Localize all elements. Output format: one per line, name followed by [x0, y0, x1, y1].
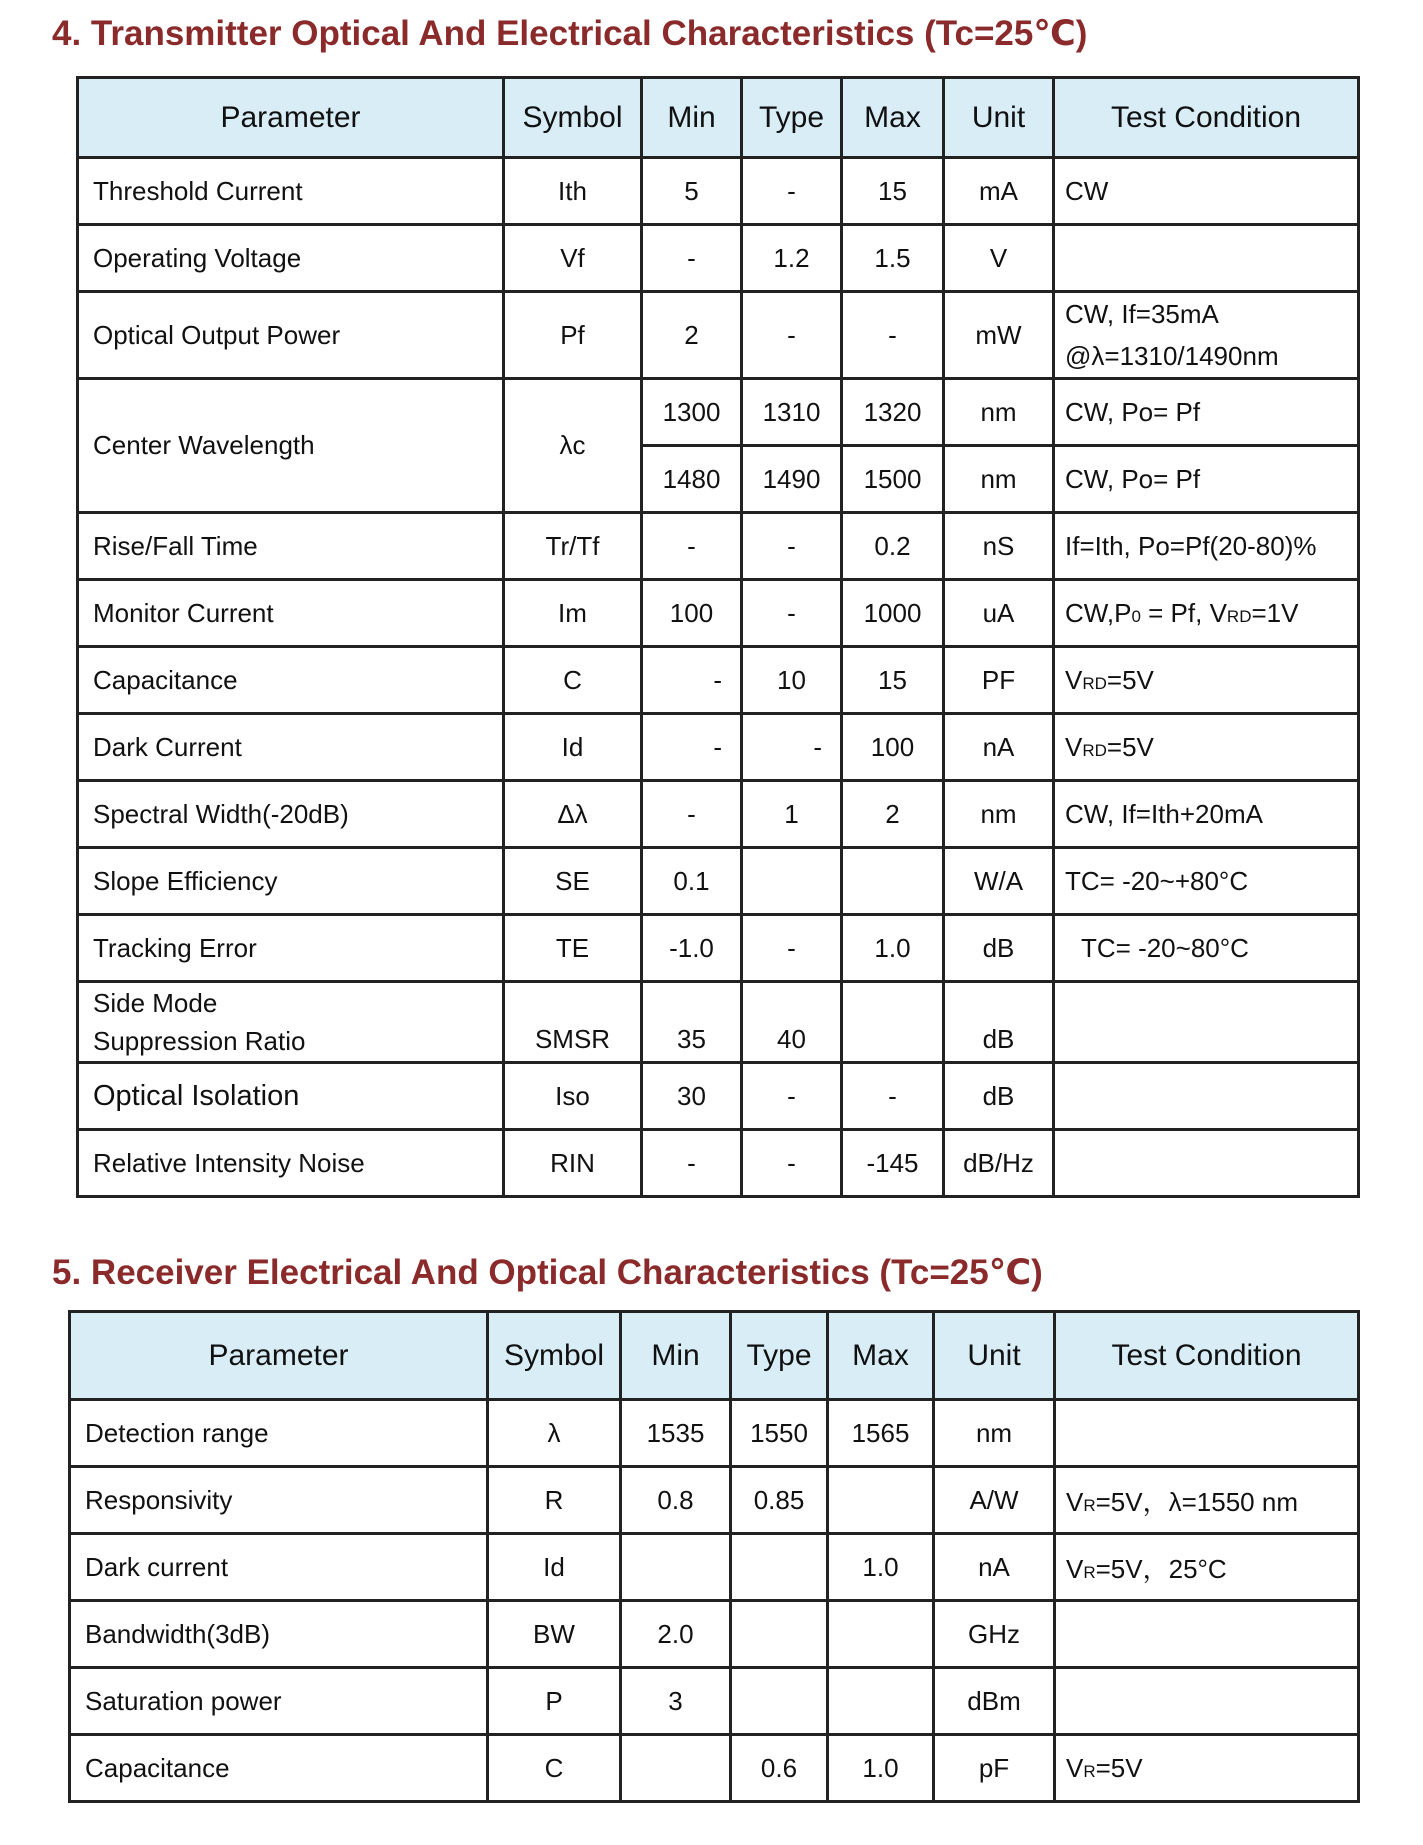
column-header-min: Min	[642, 78, 742, 158]
max-cell: -145	[842, 1130, 944, 1197]
condition-cell: CW, Po= Pf	[1054, 379, 1359, 446]
max-cell: 1000	[842, 580, 944, 647]
column-header-test-condition: Test Condition	[1054, 78, 1359, 158]
max-cell: 15	[842, 647, 944, 714]
table-row	[78, 982, 1359, 1063]
condition-subscript: R	[1083, 1761, 1096, 1781]
table-row	[78, 580, 1359, 647]
table-row	[78, 915, 1359, 982]
min-cell: 1535	[621, 1400, 731, 1467]
type-cell	[731, 1534, 828, 1601]
table-row	[78, 158, 1359, 225]
max-cell: 1.5	[842, 225, 944, 292]
min-cell: 1480	[642, 446, 742, 513]
column-header-parameter: Parameter	[78, 78, 504, 158]
parameter-cell: Saturation power	[70, 1668, 488, 1735]
condition-text: V	[1066, 1486, 1084, 1517]
condition-subscript: 0	[1131, 606, 1141, 626]
table-row	[78, 1063, 1359, 1130]
table-row	[78, 379, 1359, 446]
condition-line: @λ=1310/1490nm	[1065, 341, 1279, 371]
condition-subscript: R	[1083, 1562, 1096, 1582]
type-cell: 1	[742, 781, 842, 848]
symbol-cell: R	[488, 1467, 621, 1534]
min-cell: -	[642, 714, 742, 781]
max-cell: 1565	[828, 1400, 934, 1467]
condition-text: =5V	[1095, 1752, 1143, 1783]
type-cell: 40	[742, 982, 842, 1063]
type-cell: -	[742, 513, 842, 580]
type-cell: -	[742, 915, 842, 982]
min-cell: 0.8	[621, 1467, 731, 1534]
condition-cell	[1054, 1130, 1359, 1197]
min-cell: 3	[621, 1668, 731, 1735]
column-header-min: Min	[621, 1312, 731, 1400]
type-cell: 1.2	[742, 225, 842, 292]
condition-text: = Pf, V	[1140, 597, 1227, 628]
parameter-cell: Operating Voltage	[78, 225, 504, 292]
symbol-cell: Δλ	[504, 781, 642, 848]
type-cell: 1310	[742, 379, 842, 446]
parameter-cell: Responsivity	[70, 1467, 488, 1534]
condition-cell: TC= -20~+80°C	[1054, 848, 1359, 915]
unit-cell: dB	[944, 915, 1054, 982]
type-cell	[742, 848, 842, 915]
table-row	[70, 1601, 1359, 1668]
condition-cell	[1054, 1063, 1359, 1130]
parameter-cell: Center Wavelength	[78, 379, 504, 513]
transmitter-characteristics-table	[76, 76, 1360, 1198]
parameter-cell: Capacitance	[78, 647, 504, 714]
type-cell: -	[742, 1130, 842, 1197]
symbol-cell: Iso	[504, 1063, 642, 1130]
table-header-row	[70, 1312, 1359, 1400]
symbol-cell: C	[488, 1735, 621, 1802]
parameter-cell: Dark current	[70, 1534, 488, 1601]
table-row	[78, 647, 1359, 714]
parameter-cell: Capacitance	[70, 1735, 488, 1802]
min-cell: 1300	[642, 379, 742, 446]
parameter-cell: Optical Output Power	[78, 292, 504, 379]
condition-cell	[1054, 714, 1359, 781]
max-cell: 1320	[842, 379, 944, 446]
min-cell: 100	[642, 580, 742, 647]
symbol-cell: Pf	[504, 292, 642, 379]
max-cell	[828, 1601, 934, 1668]
condition-text: V	[1066, 1553, 1084, 1584]
parameter-cell: Rise/Fall Time	[78, 513, 504, 580]
condition-cell	[1055, 1601, 1359, 1668]
type-cell: -	[742, 580, 842, 647]
unit-cell: uA	[944, 580, 1054, 647]
table-row	[78, 714, 1359, 781]
min-cell	[621, 1735, 731, 1802]
unit-cell: GHz	[934, 1601, 1055, 1668]
type-cell	[731, 1601, 828, 1668]
symbol-cell: Tr/Tf	[504, 513, 642, 580]
symbol-cell: TE	[504, 915, 642, 982]
max-cell: 2	[842, 781, 944, 848]
min-cell	[621, 1534, 731, 1601]
symbol-cell: SMSR	[504, 982, 642, 1063]
unit-cell: nm	[934, 1400, 1055, 1467]
max-cell: 0.2	[842, 513, 944, 580]
unit-cell: nm	[944, 446, 1054, 513]
min-cell: 30	[642, 1063, 742, 1130]
parameter-cell: Slope Efficiency	[78, 848, 504, 915]
column-header-test-condition: Test Condition	[1055, 1312, 1359, 1400]
parameter-cell: Monitor Current	[78, 580, 504, 647]
parameter-cell	[78, 982, 504, 1063]
column-header-unit: Unit	[934, 1312, 1055, 1400]
max-cell: -	[842, 292, 944, 379]
symbol-cell: P	[488, 1668, 621, 1735]
unit-cell: pF	[934, 1735, 1055, 1802]
condition-text: =1V	[1251, 597, 1299, 628]
max-cell: 15	[842, 158, 944, 225]
column-header-symbol: Symbol	[488, 1312, 621, 1400]
condition-cell: TC= -20~80°C	[1054, 915, 1359, 982]
table-row	[70, 1735, 1359, 1802]
min-cell: -1.0	[642, 915, 742, 982]
table-row	[70, 1400, 1359, 1467]
table-row	[78, 513, 1359, 580]
unit-cell: dBm	[934, 1668, 1055, 1735]
type-cell: -	[742, 158, 842, 225]
symbol-cell: RIN	[504, 1130, 642, 1197]
type-cell: 1490	[742, 446, 842, 513]
max-cell: 1500	[842, 446, 944, 513]
symbol-cell: SE	[504, 848, 642, 915]
condition-text: =5V，25°C	[1095, 1553, 1227, 1584]
min-cell: -	[642, 647, 742, 714]
receiver-characteristics-table	[68, 1310, 1360, 1803]
parameter-cell: Dark Current	[78, 714, 504, 781]
symbol-cell: Im	[504, 580, 642, 647]
column-header-max: Max	[828, 1312, 934, 1400]
type-cell	[731, 1668, 828, 1735]
min-cell: 5	[642, 158, 742, 225]
unit-cell: W/A	[944, 848, 1054, 915]
condition-line: CW, If=35mA	[1065, 299, 1219, 329]
column-header-unit: Unit	[944, 78, 1054, 158]
symbol-cell: C	[504, 647, 642, 714]
condition-cell	[1054, 647, 1359, 714]
min-cell: -	[642, 1130, 742, 1197]
min-cell: -	[642, 781, 742, 848]
condition-cell	[1055, 1467, 1359, 1534]
symbol-cell: Vf	[504, 225, 642, 292]
condition-text: =5V	[1106, 664, 1154, 695]
parameter-cell: Threshold Current	[78, 158, 504, 225]
column-header-max: Max	[842, 78, 944, 158]
unit-cell: mW	[944, 292, 1054, 379]
table-row	[78, 1130, 1359, 1197]
column-header-type: Type	[742, 78, 842, 158]
symbol-cell: Id	[504, 714, 642, 781]
symbol-cell: λ	[488, 1400, 621, 1467]
symbol-cell: λc	[504, 379, 642, 513]
max-cell	[828, 1467, 934, 1534]
condition-cell	[1055, 1400, 1359, 1467]
column-header-type: Type	[731, 1312, 828, 1400]
condition-cell	[1054, 225, 1359, 292]
max-cell	[842, 848, 944, 915]
parameter-cell: Tracking Error	[78, 915, 504, 982]
condition-cell	[1054, 982, 1359, 1063]
condition-cell	[1054, 580, 1359, 647]
condition-cell: CW, If=Ith+20mA	[1054, 781, 1359, 848]
table-row	[70, 1668, 1359, 1735]
parameter-line: Suppression Ratio	[93, 1026, 306, 1056]
min-cell: -	[642, 513, 742, 580]
symbol-cell: Ith	[504, 158, 642, 225]
condition-cell: If=Ith, Po=Pf(20-80)%	[1054, 513, 1359, 580]
type-cell: 0.6	[731, 1735, 828, 1802]
unit-cell: nA	[944, 714, 1054, 781]
unit-cell: nm	[944, 781, 1054, 848]
max-cell	[828, 1668, 934, 1735]
condition-text: =5V，λ=1550 nm	[1095, 1486, 1298, 1517]
parameter-cell: Optical Isolation	[78, 1063, 504, 1130]
type-cell: -	[742, 292, 842, 379]
condition-subscript: RD	[1082, 740, 1107, 760]
symbol-cell: BW	[488, 1601, 621, 1668]
table-row	[78, 781, 1359, 848]
parameter-line: Side Mode	[93, 988, 218, 1018]
max-cell: 100	[842, 714, 944, 781]
max-cell: 1.0	[842, 915, 944, 982]
unit-cell: mA	[944, 158, 1054, 225]
table-row	[78, 848, 1359, 915]
receiver-section-title: 5. Receiver Electrical And Optical Characteristics (Tc=25℃)	[52, 1253, 1043, 1292]
condition-text: V	[1065, 731, 1083, 762]
table-row	[78, 225, 1359, 292]
condition-subscript: RD	[1082, 673, 1107, 693]
condition-subscript: RD	[1226, 606, 1252, 626]
type-cell: 1550	[731, 1400, 828, 1467]
parameter-cell: Detection range	[70, 1400, 488, 1467]
condition-text: V	[1065, 664, 1083, 695]
type-cell: -	[742, 714, 842, 781]
unit-cell: V	[944, 225, 1054, 292]
unit-cell: nS	[944, 513, 1054, 580]
unit-cell: A/W	[934, 1467, 1055, 1534]
max-cell	[842, 982, 944, 1063]
min-cell: 35	[642, 982, 742, 1063]
unit-cell: dB	[944, 1063, 1054, 1130]
unit-cell: dB/Hz	[944, 1130, 1054, 1197]
condition-cell: CW	[1054, 158, 1359, 225]
condition-cell	[1055, 1668, 1359, 1735]
condition-cell	[1055, 1534, 1359, 1601]
unit-cell: PF	[944, 647, 1054, 714]
condition-text: CW,P	[1065, 597, 1132, 628]
table-row	[70, 1534, 1359, 1601]
unit-cell: dB	[944, 982, 1054, 1063]
type-cell: -	[742, 1063, 842, 1130]
table-header-row	[78, 78, 1359, 158]
table-row	[78, 292, 1359, 379]
condition-cell: CW, Po= Pf	[1054, 446, 1359, 513]
min-cell: 2	[642, 292, 742, 379]
parameter-cell: Spectral Width(-20dB)	[78, 781, 504, 848]
max-cell: 1.0	[828, 1534, 934, 1601]
type-cell: 0.85	[731, 1467, 828, 1534]
max-cell: -	[842, 1063, 944, 1130]
min-cell: 0.1	[642, 848, 742, 915]
transmitter-section-title: 4. Transmitter Optical And Electrical Characteristics (Tc=25℃)	[52, 14, 1088, 53]
parameter-cell: Relative Intensity Noise	[78, 1130, 504, 1197]
condition-subscript: R	[1083, 1495, 1096, 1515]
condition-cell	[1055, 1735, 1359, 1802]
unit-cell: nm	[944, 379, 1054, 446]
parameter-cell: Bandwidth(3dB)	[70, 1601, 488, 1668]
table-row	[70, 1467, 1359, 1534]
condition-text: V	[1066, 1752, 1084, 1783]
min-cell: 2.0	[621, 1601, 731, 1668]
symbol-cell: Id	[488, 1534, 621, 1601]
condition-cell	[1054, 292, 1359, 379]
column-header-parameter: Parameter	[70, 1312, 488, 1400]
min-cell: -	[642, 225, 742, 292]
column-header-symbol: Symbol	[504, 78, 642, 158]
unit-cell: nA	[934, 1534, 1055, 1601]
type-cell: 10	[742, 647, 842, 714]
max-cell: 1.0	[828, 1735, 934, 1802]
condition-text: =5V	[1106, 731, 1154, 762]
